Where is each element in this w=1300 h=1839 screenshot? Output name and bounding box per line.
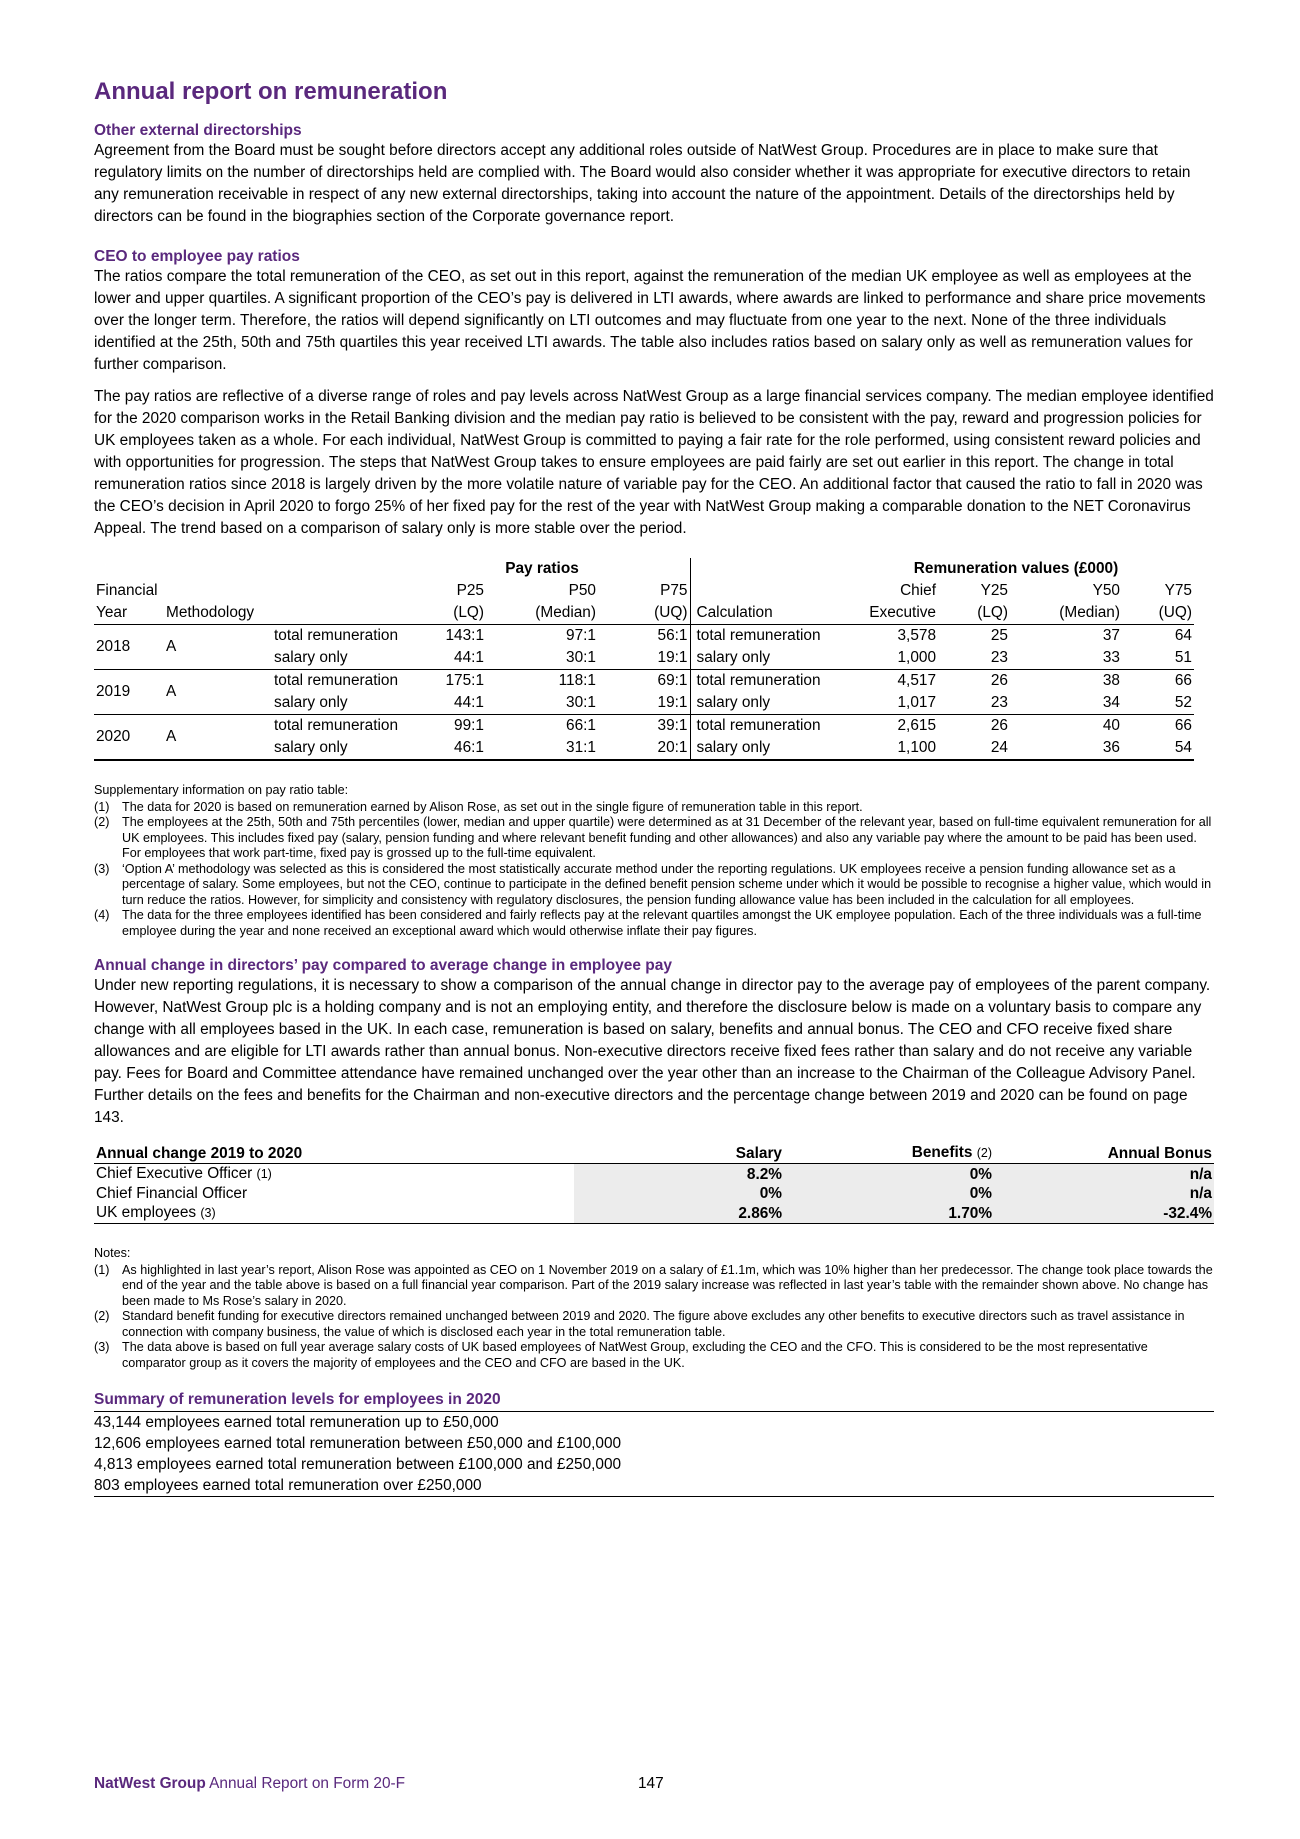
value-cell: 1,100: [897, 739, 936, 756]
pay-ratio-table: [94, 558, 1194, 761]
calc-cell: salary only: [690, 737, 838, 760]
value-cell: 26: [990, 717, 1008, 734]
footnote-item: [94, 862, 1218, 909]
value-cell: 33: [1010, 647, 1122, 670]
footnote-number: (3): [94, 1340, 110, 1354]
bonus-cell: n/a: [994, 1164, 1214, 1185]
column-header: Salary: [574, 1143, 784, 1164]
ratio-cell: 19:1: [598, 692, 690, 715]
footnote-item: [94, 1309, 1218, 1340]
ratio-cell: 30:1: [486, 647, 598, 670]
footnote-item: [94, 908, 1218, 939]
footnote-number: (1): [94, 799, 110, 814]
section-ceo-pay-ratios: [94, 248, 1218, 540]
type-cell: salary only: [272, 647, 434, 670]
footnote-text: The data above is based on full year average salary costs of UK based employees of NatWest Group, excluding the CEO and the CFO. This is considered to be the most representative comparator group as it covers the majority of employees and the CEO and CFO are based in the UK.: [122, 1340, 1148, 1370]
ratio-cell: 39:1: [657, 717, 688, 734]
footnote-text: The employees at the 25th, 50th and 75th percentiles (lower, median and upper quartile) were determined as at 31 December of the relevant year, based on full-time equivalent remuneration for all UK employees. This includes fixed pay (salary, pension funding and where relevant benefit funding and other allowances) and also any variable pay where the amount to be paid has been used. For employees that work part-time, fixed pay is grossed up to the full-time equivalent.: [122, 815, 1212, 860]
table-row: [94, 670, 1194, 693]
page-number: 147: [638, 1775, 664, 1792]
column-header: Financial: [96, 582, 158, 599]
row-label: [94, 1203, 574, 1224]
column-header: (UQ): [1122, 602, 1194, 625]
value-cell: 23: [938, 692, 1010, 715]
ratio-cell: 20:1: [657, 739, 688, 756]
footnote-ref: (2): [976, 1146, 992, 1160]
value-cell: 25: [990, 627, 1008, 644]
value-cell: 23: [938, 647, 1010, 670]
footnote-text: ‘Option A’ methodology was selected as this is considered the most statistically accurate method under the reporting regulations. UK employees receive a pension funding allowance set as a percentage of salary. Some employees, but not the CEO, continue to participate in the defined benefit pension scheme under which it would be possible to recognise a higher value, which would in turn reduce the ratios. However, for simplicity and consistency with regulatory disclosures, the pension funding allowance value has been included in the calculation for all employees.: [122, 861, 1212, 907]
list-item: 4,813 employees earned total remuneration between £100,000 and £250,000: [94, 1456, 622, 1473]
column-header: Year: [94, 602, 164, 625]
footer-doc-title: Annual Report on Form 20-F: [209, 1775, 406, 1792]
method-cell: A: [164, 715, 272, 761]
section-heading: Summary of remuneration levels for employees in 2020: [94, 1391, 501, 1408]
footnote-text: The data for the three employees identified has been considered and fairly reflects pay at the relevant quartiles amongst the UK employee population. Each of the three individuals was a full-time employee during the year and none received an exceptional award which would otherwise inflate their pay figures.: [122, 908, 1202, 938]
year-cell: 2020: [94, 715, 164, 761]
table-notes: [94, 1246, 1218, 1371]
table-group-header: [94, 558, 1194, 580]
annual-change-table: [94, 1143, 1214, 1224]
supplementary-notes: [94, 783, 1218, 939]
ratio-cell: 44:1: [434, 692, 486, 715]
column-header: (LQ): [434, 602, 486, 625]
column-header: Methodology: [164, 602, 272, 625]
column-header: Y50: [1092, 582, 1120, 599]
value-cell: 54: [1174, 739, 1192, 756]
table-row: [94, 715, 1194, 738]
year-cell: 2019: [94, 670, 164, 715]
calc-cell: total remuneration: [690, 625, 838, 648]
value-cell: 36: [1102, 739, 1120, 756]
value-cell: 2,615: [897, 717, 936, 734]
footnote-number: (3): [94, 861, 110, 876]
column-header: Annual Bonus: [994, 1143, 1214, 1164]
table-row: [94, 1164, 1214, 1185]
group-header-values: Remuneration values (£000): [913, 560, 1119, 577]
calc-cell: salary only: [690, 647, 838, 670]
bonus-cell: -32.4%: [994, 1203, 1214, 1224]
column-header: Annual change 2019 to 2020: [94, 1143, 574, 1164]
table-header-row: [94, 580, 1194, 602]
page-footer: [94, 1775, 405, 1793]
ratio-cell: 46:1: [454, 739, 484, 756]
table-row: [94, 625, 1194, 648]
column-header-label: Benefits: [911, 1144, 973, 1161]
bonus-cell: n/a: [994, 1184, 1214, 1203]
row-label: [94, 1164, 574, 1185]
column-header: Chief: [900, 582, 936, 599]
footer-brand: NatWest Group: [94, 1775, 206, 1792]
group-header-ratios: Pay ratios: [505, 560, 579, 577]
list-item: 43,144 employees earned total remuneration up to £50,000: [94, 1414, 499, 1431]
value-cell: 51: [1122, 647, 1194, 670]
ratio-cell: 118:1: [558, 672, 596, 689]
type-cell: salary only: [274, 739, 348, 756]
footnote-item: [94, 800, 1218, 816]
calc-cell: salary only: [690, 692, 838, 715]
footnote-text: The data for 2020 is based on remuneration earned by Alison Rose, as set out in the single figure of remuneration table in this report.: [122, 799, 863, 814]
type-cell: total remuneration: [274, 672, 399, 689]
salary-cell: 8.2%: [574, 1164, 784, 1185]
ratio-cell: 66:1: [566, 717, 596, 734]
column-header: Calculation: [690, 602, 838, 625]
section-directorships: [94, 122, 1218, 228]
paragraph: The pay ratios are reflective of a diverse range of roles and pay levels across NatWest Group as a large financial services company. The median employee identified for the 2020 comparison works in the Retail Banking division and the median pay ratio is believed to be consistent with the pay, reward and progression policies for UK employees taken as a whole. For each individual, NatWest Group is committed to paying a fair rate for the role performed, using consistent reward policies and with opportunities for progression. The steps that NatWest Group takes to ensure employees are paid fairly are set out earlier in this report. The change in total remuneration ratios since 2018 is largely driven by the more volatile nature of variable pay for the CEO. An additional factor that caused the ratio to fall in 2020 was the CEO’s decision in April 2020 to forgo 25% of her fixed pay for the rest of the year with NatWest Group making a comparable donation to the NET Coronavirus Appeal. The trend based on a comparison of salary only is more stable over the period.: [94, 388, 1214, 537]
footnote-number: (2): [94, 815, 110, 829]
benefits-cell: 0%: [784, 1164, 994, 1185]
column-header: (Median): [1010, 602, 1122, 625]
column-header: P75: [660, 582, 688, 599]
footnote-ref: (1): [256, 1167, 272, 1181]
footnote-ref: (3): [200, 1206, 216, 1220]
ratio-cell: 69:1: [657, 672, 688, 689]
section-heading: Annual change in directors’ pay compared to average change in employee pay: [94, 957, 672, 974]
value-cell: 64: [1174, 627, 1192, 644]
ratio-cell: 99:1: [454, 717, 484, 734]
table-header-row: [94, 602, 1194, 625]
value-cell: 1,000: [838, 647, 938, 670]
footnote-item: [94, 1340, 1218, 1371]
value-cell: 66: [1174, 672, 1192, 689]
method-cell: A: [164, 670, 272, 715]
value-cell: 3,578: [897, 627, 936, 644]
method-cell: A: [164, 625, 272, 670]
paragraph: Agreement from the Board must be sought before directors accept any additional roles outside of NatWest Group. Procedures are in place to make sure that regulatory limits on the number of directorships held are complied with. The Board would also consider whether it was appropriate for executive directors to retain any remuneration receivable in respect of any new external directorships, taking into account the nature of the appointment. Details of the directorships held by directors can be found in the biographies section of the Corporate governance report.: [94, 142, 1191, 225]
column-header: Y75: [1164, 582, 1192, 599]
type-cell: salary only: [272, 692, 434, 715]
row-label-text: Chief Executive Officer: [96, 1165, 253, 1182]
column-header: P25: [456, 582, 484, 599]
page-title: Annual report on remuneration: [94, 78, 448, 105]
section-heading: Other external directorships: [94, 122, 302, 139]
row-label-text: UK employees: [96, 1204, 197, 1221]
ratio-cell: 30:1: [486, 692, 598, 715]
value-cell: 37: [1102, 627, 1120, 644]
value-cell: 24: [990, 739, 1008, 756]
section-annual-change: [94, 957, 1218, 1129]
ratio-cell: 19:1: [598, 647, 690, 670]
calc-cell: total remuneration: [690, 715, 838, 738]
calc-cell: total remuneration: [690, 670, 838, 693]
value-cell: 4,517: [897, 672, 936, 689]
benefits-cell: 1.70%: [784, 1203, 994, 1224]
value-cell: 52: [1122, 692, 1194, 715]
ratio-cell: 143:1: [445, 627, 484, 644]
column-header: Executive: [838, 602, 938, 625]
footnote-number: (2): [94, 1309, 110, 1323]
ratio-cell: 97:1: [566, 627, 596, 644]
benefits-cell: 0%: [784, 1184, 994, 1203]
table-header-row: [94, 1143, 1214, 1164]
type-cell: total remuneration: [274, 627, 399, 644]
page-content: [94, 78, 1218, 1497]
footnote-item: [94, 1263, 1218, 1310]
value-cell: 38: [1102, 672, 1120, 689]
row-label: Chief Financial Officer: [96, 1185, 248, 1202]
ratio-cell: 31:1: [566, 739, 596, 756]
column-header: (Median): [486, 602, 598, 625]
footnote-number: (4): [94, 908, 110, 922]
ratio-cell: 44:1: [434, 647, 486, 670]
notes-heading: Supplementary information on pay ratio table:: [94, 783, 349, 797]
value-cell: 40: [1102, 717, 1120, 734]
column-header: Y25: [980, 582, 1008, 599]
salary-cell: 0%: [574, 1184, 784, 1203]
value-cell: 66: [1174, 717, 1192, 734]
table-row: [94, 1184, 1214, 1203]
footnote-text: As highlighted in last year’s report, Alison Rose was appointed as CEO on 1 November 2019 on a salary of £1.1m, which was 10% higher than her predecessor. The change took place towards the end of the year and the table above is based on a full financial year comparison. Part of the 2019 salary increase was reflected in last year’s table with the remainder shown above. No change has been made to Ms Rose’s salary in 2020.: [122, 1262, 1213, 1308]
footnote-item: [94, 815, 1218, 862]
value-cell: 34: [1010, 692, 1122, 715]
column-header: (LQ): [938, 602, 1010, 625]
ratio-cell: 175:1: [445, 672, 484, 689]
paragraph: Under new reporting regulations, it is necessary to show a comparison of the annual change in director pay to the average pay of employees of the parent company. However, NatWest Group plc is a holding company and is not an employing entity, and therefore the disclosure below is made on a voluntary basis to compare any change with all employees based in the UK. In each case, remuneration is based on salary, benefits and annual bonus. The CEO and CFO receive fixed share allowances and are eligible for LTI awards rather than annual bonus. Non-executive directors receive fixed fees rather than salary and do not receive any variable pay. Fees for Board and Committee attendance have remained unchanged over the year other than an increase to the Chairman of the Colleague Advisory Panel. Further details on the fees and benefits for the Chairman and non-executive directors and the percentage change between 2019 and 2020 can be found on page 143.: [94, 977, 1211, 1126]
list-item: 803 employees earned total remuneration over £250,000: [94, 1477, 482, 1494]
salary-cell: 2.86%: [574, 1203, 784, 1224]
summary-list: [94, 1411, 1214, 1497]
year-cell: 2018: [94, 625, 164, 670]
type-cell: total remuneration: [274, 717, 399, 734]
value-cell: 26: [990, 672, 1008, 689]
table-row: [94, 1203, 1214, 1224]
section-heading: CEO to employee pay ratios: [94, 248, 300, 265]
notes-heading: Notes:: [94, 1246, 131, 1260]
footnote-text: Standard benefit funding for executive directors remained unchanged between 2019 and 2020. The figure above excludes any other benefits to executive directors such as travel assistance in connection with company business, the value of which is disclosed each year in the total remuneration table.: [122, 1309, 1185, 1339]
paragraph: The ratios compare the total remuneration of the CEO, as set out in this report, against the remuneration of the median UK employee as well as employees at the lower and upper quartiles. A significant proportion of the CEO’s pay is delivered in LTI awards, where awards are linked to performance and share price movements over the longer term. Therefore, the ratios will depend significantly on LTI outcomes and may fluctuate from one year to the next. None of the three individuals identified at the 25th, 50th and 75th quartiles this year received LTI awards. The table also includes ratios based on salary only as well as remuneration values for further comparison.: [94, 268, 1206, 373]
column-header: [784, 1143, 994, 1164]
list-item: 12,606 employees earned total remuneration between £50,000 and £100,000: [94, 1435, 622, 1452]
ratio-cell: 56:1: [657, 627, 688, 644]
value-cell: 1,017: [838, 692, 938, 715]
footnote-number: (1): [94, 1262, 110, 1277]
column-header: P50: [568, 582, 596, 599]
section-summary: [94, 1391, 1218, 1497]
column-header: (UQ): [598, 602, 690, 625]
